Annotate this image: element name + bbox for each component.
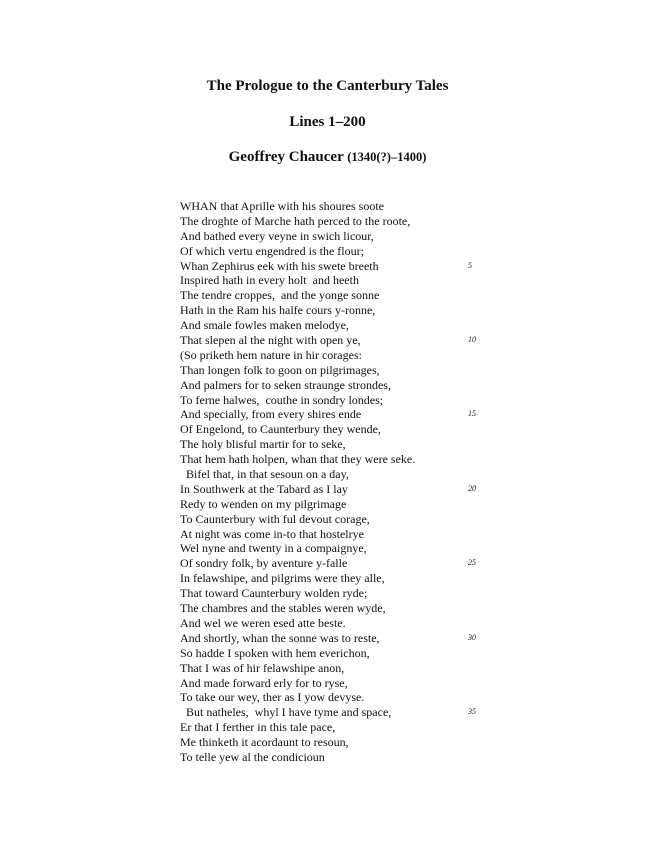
poem-line: That hem hath holpen, whan that they were seke. bbox=[180, 452, 416, 467]
poem-line bbox=[180, 259, 620, 274]
poem-line: So hadde I spoken with hem everichon, bbox=[180, 645, 370, 660]
poem-line: And palmers for to seken straunge strondes, bbox=[180, 377, 391, 392]
poem-line: The droghte of Marche hath perced to the roote, bbox=[180, 213, 411, 228]
document-title: The Prologue to the Canterbury Tales bbox=[206, 78, 449, 94]
poem-line: Wel nyne and twenty in a compaignye, bbox=[180, 541, 367, 556]
poem-line: To take our wey, ther as I yow devyse. bbox=[180, 690, 365, 705]
poem-line bbox=[180, 705, 620, 720]
document-subtitle: Lines 1–200 bbox=[289, 114, 366, 130]
poem-line: Than longen folk to goon on pilgrimages, bbox=[180, 362, 380, 377]
poem-line: That I was of hir felawshipe anon, bbox=[180, 660, 345, 675]
poem-line: That toward Caunterbury wolden ryde; bbox=[180, 586, 368, 601]
poem-line: Redy to wenden on my pilgrimage bbox=[180, 496, 347, 511]
line-number: 15 bbox=[468, 409, 476, 419]
poem-line bbox=[180, 199, 620, 214]
line-number: 35 bbox=[468, 707, 476, 717]
poem-line: In felawshipe, and pilgrims were they alle, bbox=[180, 571, 385, 586]
poem-line: Me thinketh it acordaunt to resoun, bbox=[180, 735, 349, 750]
poem-line: The chambres and the stables weren wyde, bbox=[180, 601, 386, 616]
line-number: 25 bbox=[468, 558, 476, 568]
poem-line bbox=[180, 407, 620, 422]
poem-line-text: Of sondry folk, by aventure y-falle bbox=[180, 556, 348, 571]
first-line-rest: that Aprille with his shoures soote bbox=[217, 199, 384, 213]
poem-body bbox=[180, 199, 620, 765]
poem-line-text: That slepen al the night with open ye, bbox=[180, 333, 361, 348]
poem-line bbox=[180, 556, 620, 571]
poem-line: To ferne halwes, couthe in sondry londes; bbox=[180, 392, 384, 407]
poem-line: Of which vertu engendred is the flour; bbox=[180, 243, 364, 258]
poem-line: And made forward erly for to ryse, bbox=[180, 675, 348, 690]
poem-line: Er that I ferther in this tale pace, bbox=[180, 720, 336, 735]
author-line bbox=[0, 149, 655, 166]
first-word: WHAN bbox=[180, 199, 218, 213]
poem-line bbox=[180, 333, 620, 348]
poem-line-text: But natheles, whyl I have tyme and space, bbox=[180, 705, 392, 720]
poem-line: Inspired hath in every holt and heeth bbox=[180, 273, 359, 288]
poem-line: Bifel that, in that sesoun on a day, bbox=[180, 467, 349, 482]
line-number: 20 bbox=[468, 483, 476, 493]
poem-line: And smale fowles maken melodye, bbox=[180, 318, 349, 333]
poem-line: And bathed every veyne in swich licour, bbox=[180, 228, 374, 243]
poem-line: Hath in the Ram his halfe cours y-ronne, bbox=[180, 303, 376, 318]
poem-line-text: Whan Zephirus eek with his swete breeth bbox=[180, 258, 379, 273]
poem-line-text: In Southwerk at the Tabard as I lay bbox=[180, 481, 348, 496]
poem-line: To telle yew al the condicioun bbox=[180, 749, 325, 764]
poem-line: Of Engelond, to Caunterbury they wende, bbox=[180, 422, 381, 437]
author-name: Geoffrey Chaucer bbox=[228, 149, 344, 165]
poem-line bbox=[180, 482, 620, 497]
poem-line: The tendre croppes, and the yonge sonne bbox=[180, 288, 380, 303]
poem-line: To Caunterbury with ful devout corage, bbox=[180, 511, 370, 526]
poem-line-text: And specially, from every shires ende bbox=[180, 407, 362, 422]
line-number: 5 bbox=[468, 260, 472, 270]
poem-line: At night was come in-to that hostelrye bbox=[180, 526, 364, 541]
poem-line: And wel we weren esed atte beste. bbox=[180, 615, 346, 630]
poem-line: The holy blisful martir for to seke, bbox=[180, 437, 346, 452]
poem-line bbox=[180, 631, 620, 646]
poem-line-text: And shortly, whan the sonne was to reste, bbox=[180, 630, 380, 645]
author-dates: (1340(?)–1400) bbox=[347, 150, 427, 164]
line-number: 30 bbox=[468, 632, 476, 642]
poem-line: (So priketh hem nature in hir corages: bbox=[180, 347, 362, 362]
line-number: 10 bbox=[468, 335, 476, 345]
